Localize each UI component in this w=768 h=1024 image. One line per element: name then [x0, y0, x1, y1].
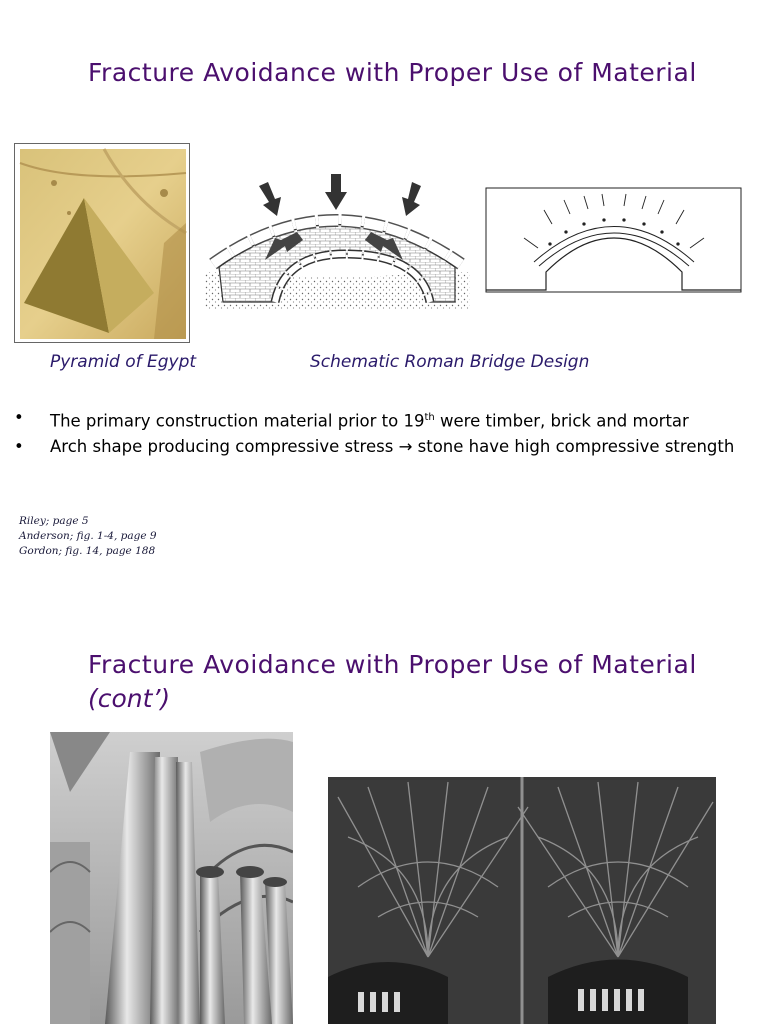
slide1-title: Fracture Avoidance with Proper Use of Material — [88, 58, 697, 87]
references — [19, 514, 157, 559]
arch-stress-diagram — [484, 186, 744, 296]
slide2-subtitle: (cont’) — [88, 684, 171, 713]
reference-line: Riley; page 5 — [19, 515, 89, 527]
bullet-item — [14, 405, 756, 434]
roman-bridge-schematic — [205, 172, 475, 314]
reference-line: Gordon; fig. 14, page 188 — [19, 545, 156, 557]
bullet1-text-end: were timber, brick and mortar — [434, 411, 689, 431]
pyramid-photo — [14, 143, 190, 343]
bridge-caption: Schematic Roman Bridge Design — [310, 352, 590, 372]
gothic-columns-photo — [50, 732, 293, 1024]
bullet-dot: • — [14, 408, 24, 427]
reference-line: Anderson; fig. 1-4, page 9 — [19, 530, 157, 542]
bullet-list — [14, 405, 756, 459]
slide2-title: Fracture Avoidance with Proper Use of Material — [88, 650, 697, 679]
bullet-item — [14, 434, 756, 459]
bullet-dot: • — [14, 436, 24, 456]
bullet2-text: Arch shape producing compressive stress → stone have high compressive strength — [50, 436, 735, 456]
bullet1-text: The primary construction material prior to 19 — [50, 411, 425, 431]
pyramid-caption: Pyramid of Egypt — [50, 352, 197, 372]
bullet1-superscript: th — [424, 412, 435, 423]
fan-vault-ceiling-photo — [328, 777, 716, 1024]
